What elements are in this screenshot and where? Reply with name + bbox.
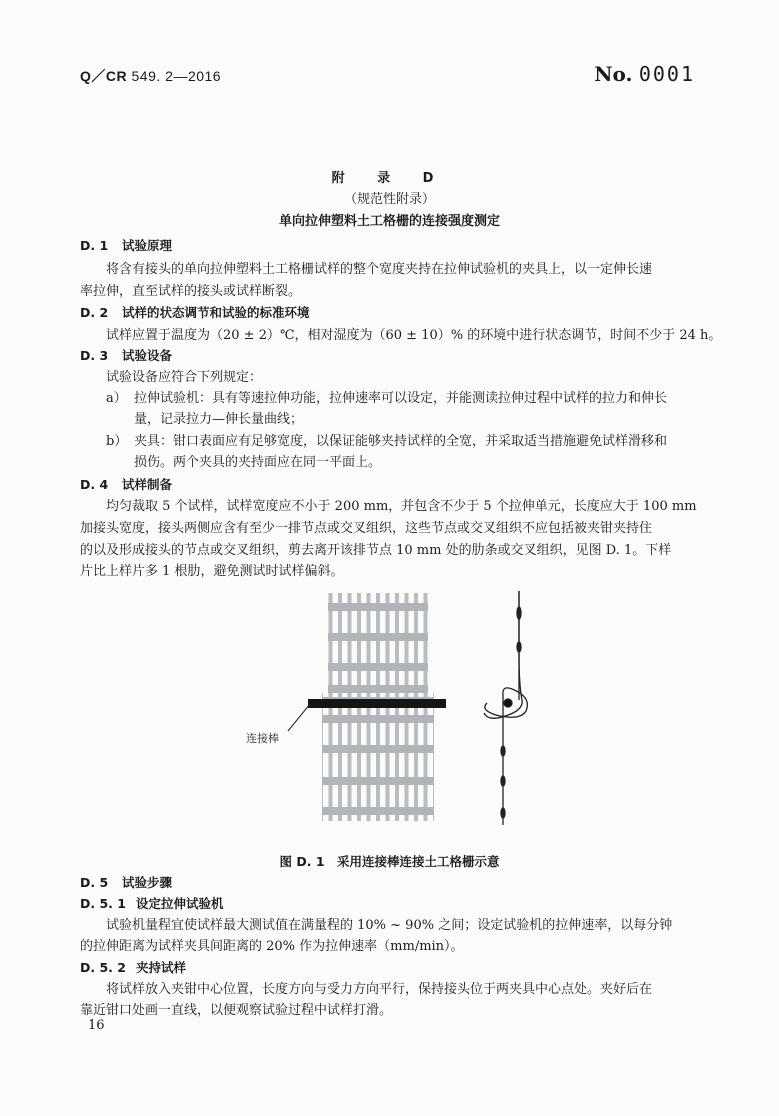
section-code: D. 4 <box>80 477 109 492</box>
list-item-a <box>106 389 726 409</box>
paragraph-line: 试验机量程宜使试样最大测试值在满量程的 10% ~ 90% 之间；设定试验机的拉伸速率，以每分钟 <box>106 918 673 933</box>
appendix-title: 附 录 D <box>331 171 448 186</box>
section-heading-d51 <box>80 894 700 914</box>
list-text: 拉伸试验机：具有等速拉伸功能，拉伸速率可以设定，并能测读拉伸过程中试样的拉力和伸长 <box>134 391 668 406</box>
paragraph-line: 的以及形成接头的节点或交叉组织，剪去离开该排节点 10 mm 处的肋条或交叉组织，见图 D. 1。下样 <box>80 543 672 558</box>
page-number: 16 <box>88 1018 105 1033</box>
geogrid-lower-sample <box>322 693 434 821</box>
section-heading-d4 <box>80 475 700 495</box>
geogrid-side-view <box>484 591 527 825</box>
no-value: 0001 <box>638 62 695 86</box>
section-code: D. 5 <box>80 875 109 890</box>
section-title: 试样的状态调节和试验的标准环境 <box>122 305 310 320</box>
connecting-rod <box>308 699 446 708</box>
section-code: D. 2 <box>80 305 109 320</box>
label-leader-line <box>288 704 310 731</box>
appendix-subtitle: （规范性附录） <box>343 192 435 207</box>
list-marker: a） <box>106 391 127 406</box>
rod-label: 连接棒 <box>246 732 279 745</box>
paragraph-line: 将含有接头的单向拉伸塑料土工格栅试样的整个宽度夹持在拉伸试验机的夹具上，以一定伸长速 <box>106 262 653 277</box>
paragraph-line: 靠近钳口处画一直线，以便观察试验过程中试样打滑。 <box>80 1003 393 1018</box>
paragraph-line: 均匀裁取 5 个试样，试样宽度应不小于 200 mm，并包含不少于 5 个拉伸单元，长度应大于 100 mm <box>106 499 697 514</box>
geogrid-connection-figure <box>240 585 540 850</box>
section-title: 夹持试样 <box>136 960 187 975</box>
paragraph-line: 加接头宽度，接头两侧应含有至少一排节点或交叉组织，这些节点或交叉组织不应包括被夹钳夹持住 <box>80 521 653 536</box>
no-label: No. <box>594 62 633 86</box>
list-text: 夹具：钳口表面应有足够宽度，以保证能够夹持试样的全宽，并采取适当措施避免试样滑移和 <box>134 434 668 449</box>
paragraph-line: 试验设备应符合下列规定： <box>106 370 263 385</box>
paragraph-line: 试样应置于温度为（20 ± 2）℃，相对湿度为（60 ± 10）% 的环境中进行状态调节，时间不少于 24 h。 <box>106 328 722 343</box>
paragraph-line: 的拉伸距离为试样夹具间距离的 20% 作为拉伸速率（mm/min）。 <box>80 939 464 954</box>
paragraph-line: 将试样放入夹钳中心位置，长度方向与受力方向平行，保持接头位于两夹具中心点处。夹好后在 <box>106 982 653 997</box>
section-code: D. 3 <box>80 348 109 363</box>
section-title: 试验步骤 <box>122 875 173 890</box>
list-item-continuation: 量，记录拉力—伸长量曲线； <box>134 412 304 427</box>
section-code: D. 1 <box>80 238 109 253</box>
paragraph-line: 率拉伸，直至试样的接头或试样断裂。 <box>80 284 302 299</box>
section-title: 试验设备 <box>122 348 173 363</box>
section-title: 设定拉伸试验机 <box>136 896 224 911</box>
list-item-continuation: 损伤。两个夹具的夹持面应在同一平面上。 <box>134 455 382 470</box>
section-heading-d52 <box>80 958 700 978</box>
standard-number: 549. 2—2016 <box>131 68 222 84</box>
document-number <box>594 62 695 86</box>
geogrid-upper-sample <box>328 593 428 693</box>
standard-code <box>80 66 221 86</box>
section-heading-d2 <box>80 303 700 323</box>
section-code: D. 5. 1 <box>80 896 126 911</box>
paragraph-line: 片比上样片多 1 根肋，避免测试时试样偏斜。 <box>80 564 344 579</box>
section-code: D. 5. 2 <box>80 960 126 975</box>
section-heading-d1 <box>80 236 700 256</box>
section-heading-d5 <box>80 873 700 893</box>
section-heading-d3 <box>80 346 700 366</box>
standard-prefix: Q／CR <box>80 68 128 84</box>
list-marker: b） <box>106 434 128 449</box>
appendix-name: 单向拉伸塑料土工格栅的连接强度测定 <box>278 214 500 229</box>
section-title: 试验原理 <box>122 238 173 253</box>
section-title: 试样制备 <box>122 477 173 492</box>
figure-caption: 图 D. 1 采用连接棒连接土工格栅示意 <box>279 854 500 869</box>
list-item-b <box>106 432 726 452</box>
